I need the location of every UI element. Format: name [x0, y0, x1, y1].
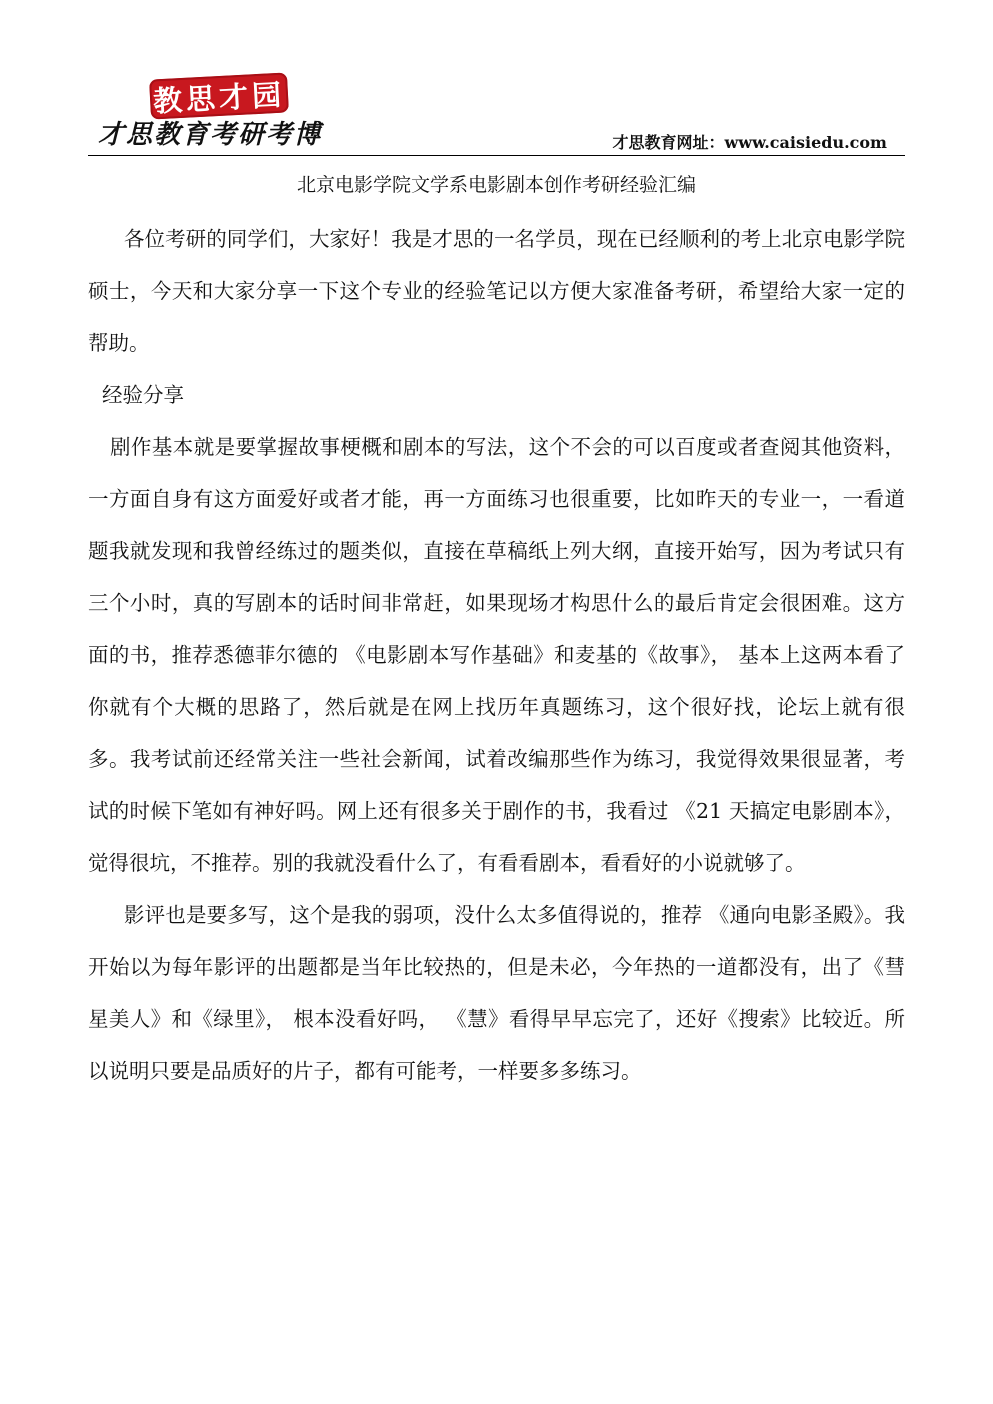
logo-stamp: 教思才园 — [149, 72, 289, 119]
logo-slogan: 才思教育考研考博 — [98, 120, 323, 150]
film-review-paragraph: 影评也是要多写，这个是我的弱项，没什么太多值得说的，推荐 《通向电影圣殿》。我开始以为每年影评的出题都是当年比较热的，但是未必，今年热的一道都没有，出了《彗星美人》和《绿里》， 根本没看好吗， 《慧》看得早早忘完了，还好《搜索》比较近。所以说明只要是品质好的片子，都有可能考，一样要多多练习。 — [88, 903, 905, 1083]
document-title: 北京电影学院文学系电影剧本创作考研经验汇编 — [296, 174, 696, 196]
screenwriting-paragraph: 剧作基本就是要掌握故事梗概和剧本的写法，这个不会的可以百度或者查阅其他资料，一方面自身有这方面爱好或者才能，再一方面练习也很重要，比如昨天的专业一，一看道题我就发现和我曾经练过的题类似，直接在草稿纸上列大纲，直接开始写，因为考试只有三个小时，真的写剧本的话时间非常赶，如果现场才构思什么的最后肯定会很困难。这方面的书，推荐悉德菲尔德的 《电影剧本写作基础》和麦基的《故事》， 基本上这两本看了你就有个大概的思路了，然后就是在网上找历年真题练习，这个很好找，论坛上就有很多。我考试前还经常关注一些社会新闻，试着改编那些作为练习，我觉得效果很显著，考试的时候下笔如有神好吗。网上还有很多关于剧作的书，我看过 《21 天搞定电影剧本》，觉得很坑，不推荐。别的我就没看什么了，有看看剧本，看看好的小说就够了。 — [88, 435, 905, 875]
document-body — [88, 213, 905, 1097]
section-heading: 经验分享 — [102, 383, 184, 407]
intro-paragraph: 各位考研的同学们，大家好！我是才思的一名学员，现在已经顺利的考上北京电影学院硕士，今天和大家分享一下这个专业的经验笔记以方便大家准备考研，希望给大家一定的帮助。 — [88, 227, 905, 355]
website-label: 才思教育网址：www.caisiedu.com — [612, 133, 887, 152]
header-divider — [88, 155, 905, 156]
page-header — [88, 70, 905, 156]
